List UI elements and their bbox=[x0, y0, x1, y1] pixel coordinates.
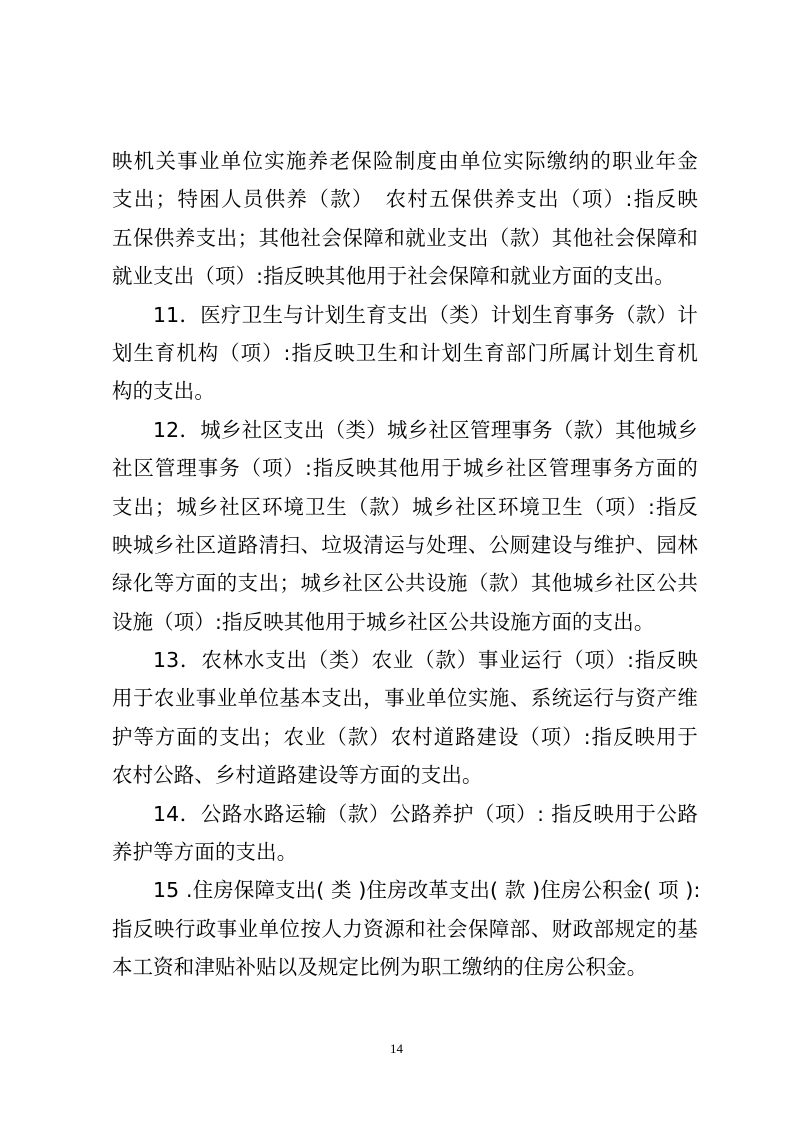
text-line: 用于农业事业单位基本支出，事业单位实施、系统运行与资产维 bbox=[112, 686, 698, 711]
page-number: 14 bbox=[390, 1041, 403, 1056]
paragraph-item-12 bbox=[112, 411, 698, 641]
text-line: 构的支出。 bbox=[112, 379, 215, 404]
text-line: 划生育机构（项）:指反映卫生和计划生育部门所属计划生育机 bbox=[112, 340, 698, 365]
paragraph-social-security-continued bbox=[112, 142, 698, 296]
text-line: 本工资和津贴补贴以及规定比例为职工缴纳的住房公积金。 bbox=[112, 955, 648, 980]
text-line: 14．公路水路运输（款）公路养护（项）: 指反映用于公路 bbox=[153, 801, 698, 826]
paragraph-item-15 bbox=[112, 871, 701, 986]
text-line: 五保供养支出；其他社会保障和就业支出（款）其他社会保障和 bbox=[112, 225, 698, 250]
text-line: 映机关事业单位实施养老保险制度由单位实际缴纳的职业年金 bbox=[112, 149, 698, 173]
text-line: 农村公路、乡村道路建设等方面的支出。 bbox=[112, 763, 483, 788]
text-line: 就业支出（项）:指反映其他用于社会保障和就业方面的支出。 bbox=[112, 264, 676, 289]
text-line: 映城乡社区道路清扫、垃圾清运与处理、公厕建设与维护、园林 bbox=[112, 532, 698, 557]
paragraph-item-14 bbox=[112, 795, 698, 872]
text-line: 支出；城乡社区环境卫生（款）城乡社区环境卫生（项）:指反 bbox=[112, 494, 698, 519]
text-line: 指反映行政事业单位按人力资源和社会保障部、财政部规定的基 bbox=[112, 916, 698, 941]
paragraph-item-11 bbox=[112, 296, 698, 411]
text-line: 12．城乡社区支出（类）城乡社区管理事务（款）其他城乡 bbox=[153, 417, 698, 442]
text-line: 护等方面的支出；农业（款）农村道路建设（项）:指反映用于 bbox=[112, 724, 698, 749]
text-line: 社区管理事务（项）:指反映其他用于城乡社区管理事务方面的 bbox=[112, 456, 698, 481]
text-line: 养护等方面的支出。 bbox=[112, 840, 298, 865]
body-text bbox=[112, 142, 701, 987]
text-line: 设施（项）:指反映其他用于城乡社区公共设施方面的支出。 bbox=[112, 609, 655, 634]
paragraph-item-13 bbox=[112, 641, 698, 795]
text-line: 绿化等方面的支出；城乡社区公共设施（款）其他城乡社区公共 bbox=[112, 571, 698, 596]
text-line: 支出；特困人员供养（款） 农村五保供养支出（项）:指反映 bbox=[112, 187, 698, 212]
text-line: 15 .住房保障支出( 类 )住房改革支出( 款 )住房公积金( 项 ): bbox=[153, 878, 701, 903]
text-line: 11．医疗卫生与计划生育支出（类）计划生育事务（款）计 bbox=[153, 302, 698, 327]
text-line: 13．农林水支出（类）农业（款）事业运行（项）:指反映 bbox=[153, 648, 698, 673]
